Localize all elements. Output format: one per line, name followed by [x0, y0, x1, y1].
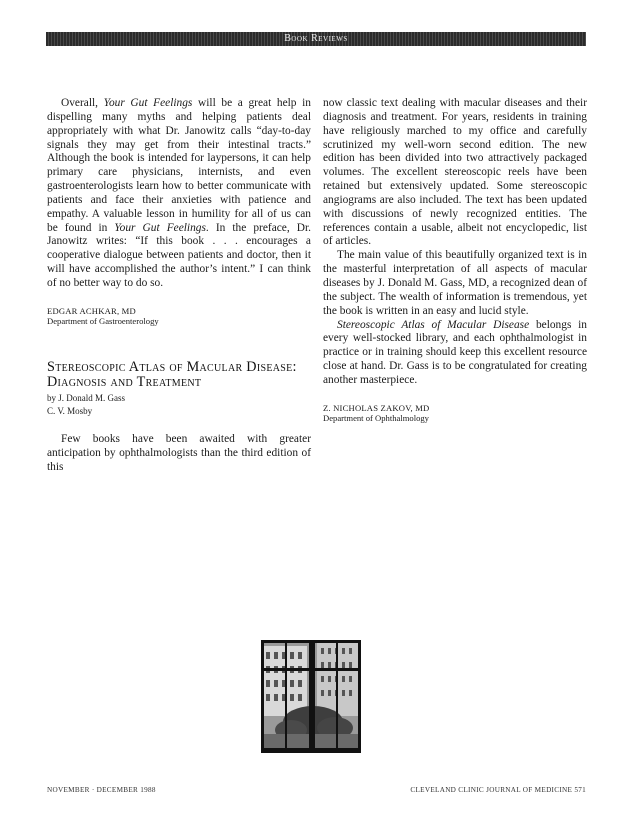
right-column: [323, 97, 587, 424]
review1-reviewer-name: EDGAR ACHKAR, MD: [47, 305, 136, 316]
review1-reviewer-dept: Department of Gastroenterology: [47, 316, 159, 327]
footer-date: NOVEMBER · DECEMBER 1988: [47, 786, 156, 794]
review2-title: Stereoscopic Atlas of Macular Disease: Diagnosis and Treatment: [47, 359, 297, 390]
review2-paragraph-1: Few books have been awaited with greater anticipation by ophthalmologists than the third edition of this: [47, 433, 311, 473]
review2-paragraph-2: The main value of this beautifully organized text is in the masterful interpretation of all aspects of macular diseases by J. Donald M. Gass, MD, a recognized dean of the subject. The wealth of information is tremendous, yet the book is written in an easy and lucid style.: [323, 249, 587, 317]
review2-signature: [323, 403, 587, 424]
building-window-photo: [261, 640, 361, 753]
section-header-label: Book Reviews: [284, 33, 348, 44]
review2-paragraph-1-continued: now classic text dealing with macular diseases and their diagnosis and treatment. For years, residents in training have religiously marched to my office and carefully scrutinized my well-worn second edition. The new edition has been divided into two attractively packaged volumes. The excellent stereoscopic reels have been retained but extensively updated. Some stereoscopic angiograms are also included. The text has been updated with discussions of newly recognized entities. The references contain a usable, albeit not encyclopedic, list of articles.: [323, 97, 587, 248]
review1-paragraph: Overall, Your Gut Feelings will be a great help in dispelling many myths and helping patients deal appropriately with what Dr. Janowitz calls “day-to-day signals they may get from their intestinal tracts.” Although the book is intended for laypersons, it can help primary care physicians, internists, and even gastroenterologists learn how to better communicate with patients and face their anxieties with patience and empathy. A valuable lesson in humility for all of us can be found in Your Gut Feelings. In the preface, Dr. Janowitz writes: “If this book . . . encourages a cooperative dialogue between patients and doctor, then it will have accomplished the author’s intent.” I can think of no better way to do so.: [47, 97, 312, 289]
footer-journal-page: CLEVELAND CLINIC JOURNAL OF MEDICINE 571: [410, 786, 586, 794]
section-header-bar: [46, 32, 586, 46]
review2-reviewer-name: Z. NICHOLAS ZAKOV, MD: [323, 402, 430, 413]
review2-author: by J. Donald M. Gass: [47, 393, 125, 403]
review2-publisher: C. V. Mosby: [47, 405, 93, 416]
review1-signature: [47, 306, 311, 327]
left-column: [47, 97, 311, 475]
review2-paragraph-3: Stereoscopic Atlas of Macular Disease belongs in every well-stocked library, and each ophthalmologist in practice or in training should keep this excellent resource close at hand. Dr. Gass is to be congratulated for creating another masterpiece.: [323, 318, 588, 386]
review2-reviewer-dept: Department of Ophthalmology: [323, 413, 429, 424]
building-window-photo-graphic: [261, 640, 361, 753]
